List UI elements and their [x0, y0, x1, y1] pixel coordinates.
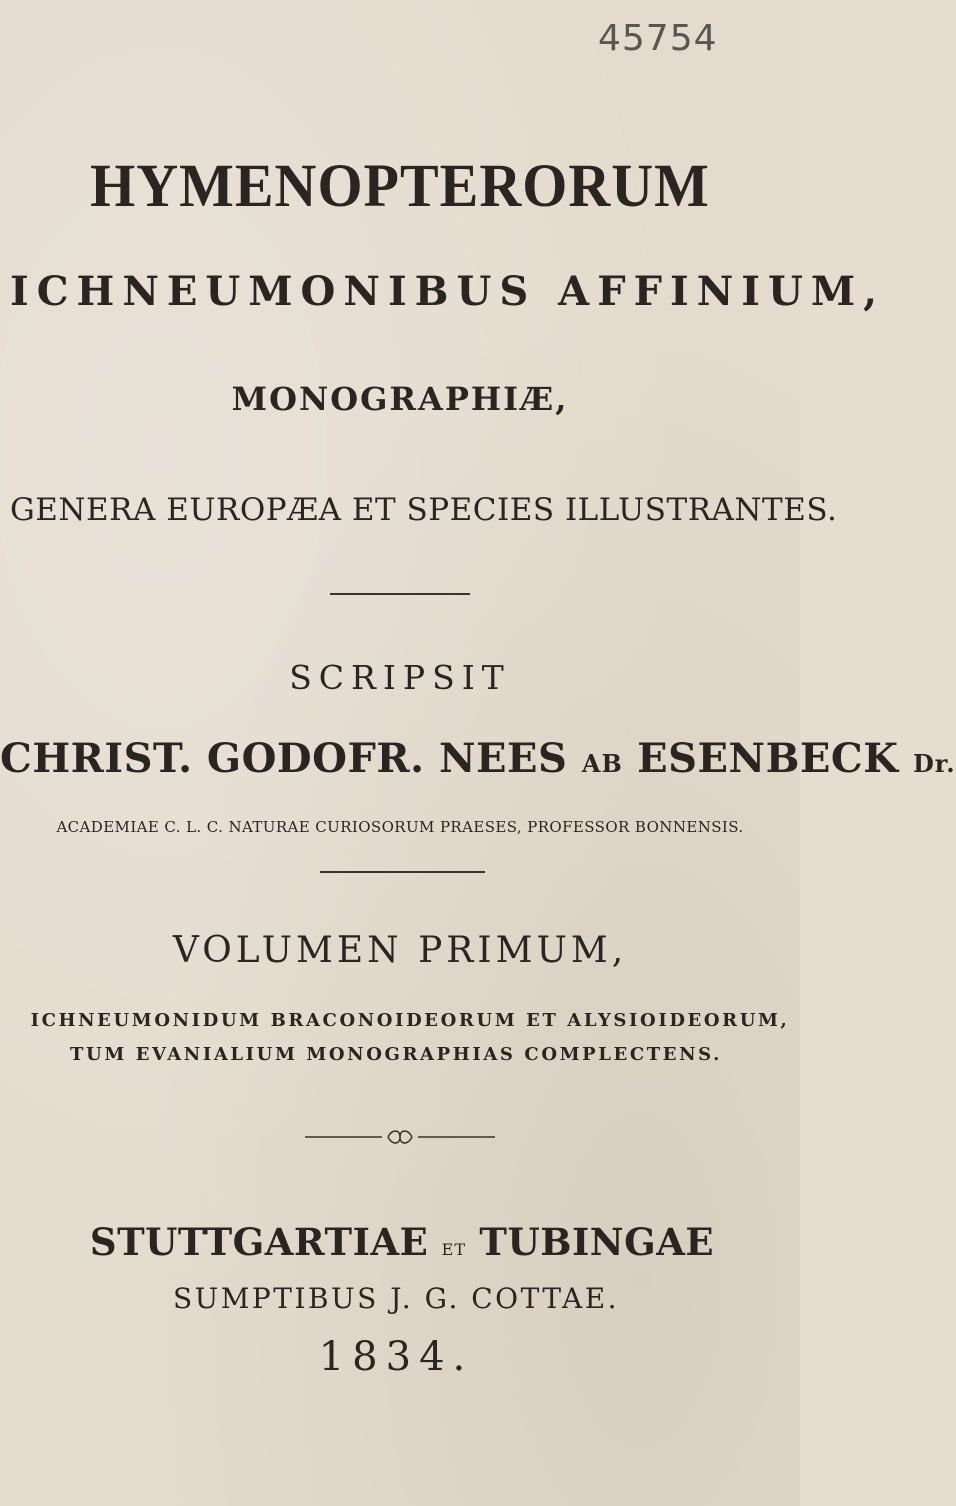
imprint-publisher: SUMPTIBUS J. G. COTTAE.	[172, 1282, 620, 1315]
author-prefix: CHRIST. GODOFR. NEES	[0, 735, 568, 782]
author-name	[0, 735, 956, 782]
divider-rule	[320, 871, 485, 873]
scripsit-label: SCRIPSIT	[289, 658, 511, 697]
contents-line-1: ICHNEUMONIDUM BRACONOIDEORUM ET ALYSIOIDEORUM,	[30, 1010, 790, 1031]
imprint-city-1: STUTTGARTIAE	[89, 1220, 429, 1264]
author-particle: AB	[581, 749, 623, 778]
imprint-conjunction: ET	[441, 1240, 467, 1259]
imprint-cities	[2, 1220, 802, 1264]
imprint-city-2: TUBINGAE	[479, 1220, 715, 1264]
ornament-divider	[300, 1127, 500, 1147]
subtitle-line-1: ICHNEUMONIBUS AFFINIUM,	[10, 268, 886, 315]
author-surname: ESENBECK	[637, 735, 899, 782]
contents-line-2: TUM EVANIALIUM MONOGRAPHIAS COMPLECTENS.	[70, 1044, 722, 1065]
subtitle-line-2: MONOGRAPHIÆ,	[231, 380, 569, 418]
author-degree: Dr.	[912, 749, 956, 778]
handwritten-shelfmark: 45754	[598, 18, 718, 59]
author-affiliation: ACADEMIAE C. L. C. NATURAE CURIOSORUM PRAESES, PROFESSOR BONNENSIS.	[56, 818, 744, 836]
volume-label: VOLUMEN PRIMUM,	[172, 930, 628, 971]
book-title: HYMENOPTERORUM	[90, 151, 710, 220]
imprint-year: 1834.	[318, 1334, 474, 1380]
divider-rule	[330, 593, 470, 595]
subtitle-line-3: GENERA EUROPÆA ET SPECIES ILLUSTRANTES.	[10, 492, 838, 528]
